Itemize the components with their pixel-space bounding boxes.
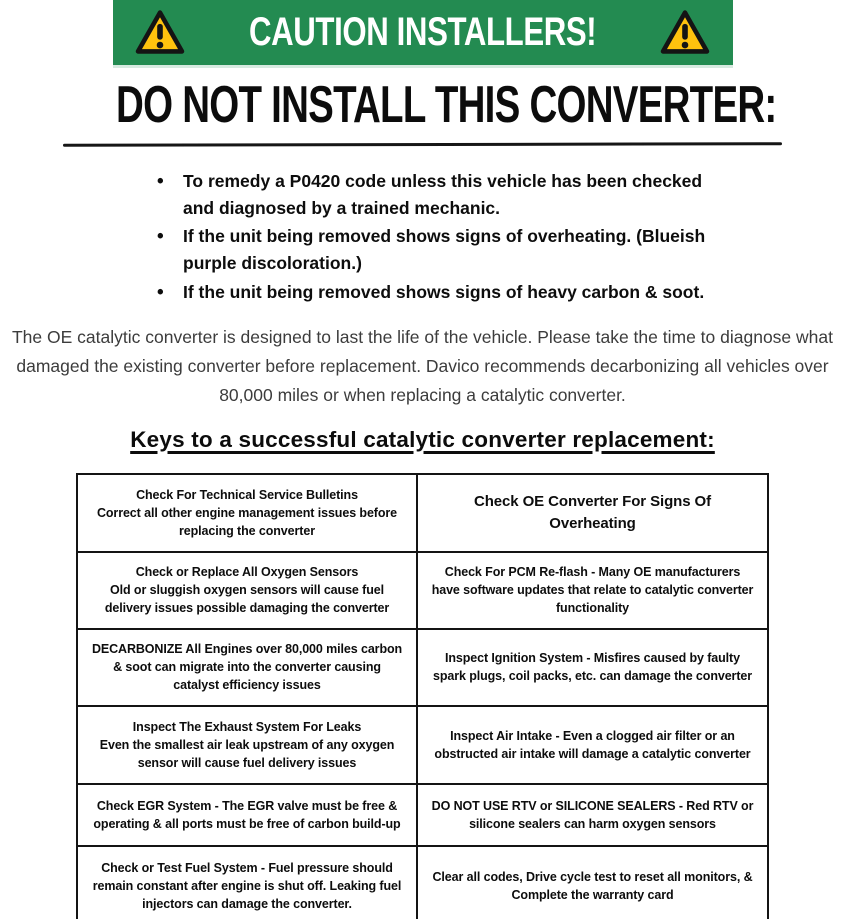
- warning-list: [148, 168, 733, 306]
- table-cell-left: [77, 552, 417, 629]
- cell-body: Check or Test Fuel System - Fuel pressure should remain constant after engine is shut off. Leaking fuel injectors can damage the converter.: [92, 861, 402, 912]
- cell-body: Check For PCM Re-flash - Many OE manufacturers have software updates that relate to catalytic converter functionality: [431, 565, 754, 616]
- page-title: DO NOT INSTALL THIS CONVERTER:: [116, 76, 777, 134]
- table-cell-left: [77, 846, 417, 919]
- list-item: • If the unit being removed shows signs of heavy carbon & soot.: [148, 279, 733, 306]
- keys-heading: Keys to a successful catalytic converter replacement:: [130, 426, 715, 452]
- table-cell-right: [417, 474, 768, 552]
- checklist-table: [76, 473, 769, 919]
- table-cell-right: [417, 552, 768, 629]
- intro-paragraph: The OE catalytic converter is designed to last the life of the vehicle. Please take the time to diagnose what damaged the existing converter before replacement. Davico recommends decarbonizing all vehicles over 80,000 miles or when replacing a catalytic converter.: [11, 326, 833, 405]
- table-cell-left: [77, 784, 417, 846]
- table-row: [77, 846, 768, 919]
- warning-triangle-icon: [659, 9, 711, 56]
- list-item: • To remedy a P0420 code unless this vehicle has been checked and diagnosed by a trained mechanic.: [148, 168, 733, 222]
- divider-line: [63, 142, 782, 147]
- caution-banner: [113, 0, 733, 65]
- list-item: • If the unit being removed shows signs of overheating. (Blueish purple discoloration.): [148, 223, 733, 277]
- cell-body: Correct all other engine management issues before replacing the converter: [96, 505, 398, 538]
- table-row: [77, 474, 768, 552]
- table-cell-left: [77, 629, 417, 706]
- table-cell-right: [417, 846, 768, 919]
- table-cell-right: [417, 784, 768, 846]
- warning-triangle-icon: [134, 9, 186, 56]
- cell-body: Inspect Air Intake - Even a clogged air filter or an obstructed air intake will damage a catalytic converter: [434, 728, 751, 761]
- cell-body: DECARBONIZE All Engines over 80,000 miles carbon & soot can migrate into the converter causing catalyst efficiency issues: [91, 642, 403, 693]
- table-cell-left: [77, 706, 417, 784]
- table-row: [77, 552, 768, 629]
- cell-body: Inspect Ignition System - Misfires caused by faulty spark plugs, coil packs, etc. can damage the converter: [432, 651, 753, 684]
- cell-title: Inspect The Exhaust System For Leaks: [132, 719, 362, 734]
- cell-body: Clear all codes, Drive cycle test to reset all monitors, & Complete the warranty card: [432, 870, 753, 903]
- table-cell-right: [417, 706, 768, 784]
- cell-title: Check For Technical Service Bulletins: [136, 487, 358, 502]
- cell-body: Even the smallest air leak upstream of any oxygen sensor will cause fuel delivery issues: [99, 737, 395, 770]
- cell-body: Old or sluggish oxygen sensors will cause fuel delivery issues possible damaging the converter: [104, 583, 390, 616]
- table-row: [77, 784, 768, 846]
- page-title-wrap: [0, 75, 845, 135]
- banner-title: CAUTION INSTALLERS!: [248, 10, 597, 54]
- cell-title: Check or Replace All Oxygen Sensors: [135, 565, 359, 580]
- cell-body: DO NOT USE RTV or SILICONE SEALERS - Red RTV or silicone sealers can harm oxygen sensors: [431, 798, 754, 831]
- table-cell-right: [417, 629, 768, 706]
- table-row: [77, 629, 768, 706]
- table-row: [77, 706, 768, 784]
- cell-body: Check EGR System - The EGR valve must be free & operating & all ports must be free of carbon build-up: [93, 798, 401, 831]
- table-cell-left: [77, 474, 417, 552]
- cell-body: Check OE Converter For Signs Of Overheating: [474, 493, 711, 532]
